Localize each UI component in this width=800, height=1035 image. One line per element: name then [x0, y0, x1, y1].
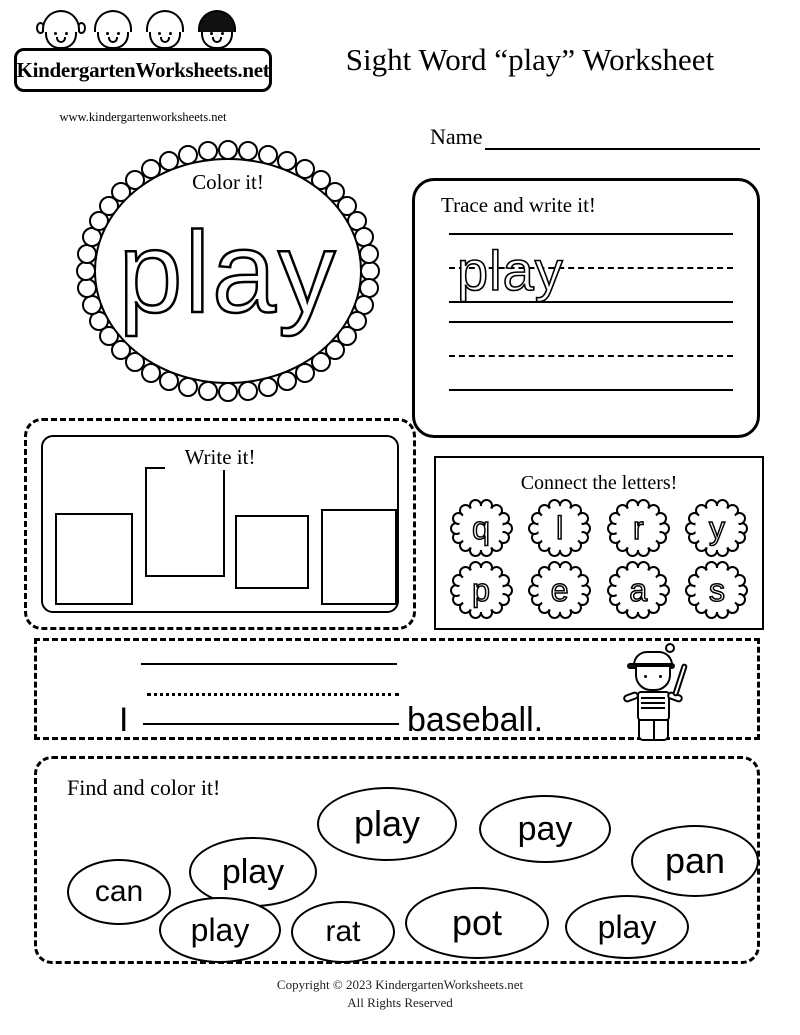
- find-and-color-section: [34, 756, 760, 964]
- color-it-section: [78, 142, 378, 400]
- color-it-label: Color it!: [192, 170, 264, 194]
- connect-letter-bottom-a[interactable]: [607, 562, 669, 618]
- connect-letter-top-l[interactable]: [529, 500, 591, 556]
- connect-letters-row-top: [450, 500, 748, 556]
- word-oval-play-4[interactable]: play: [565, 895, 689, 959]
- connect-letter-bottom-p[interactable]: [450, 562, 512, 618]
- word-oval-rat[interactable]: rat: [291, 901, 395, 963]
- flower-letter: r: [616, 506, 660, 550]
- flower-letter: y: [695, 506, 739, 550]
- logo-wordmark: [14, 48, 272, 92]
- connect-letter-top-r[interactable]: [607, 500, 669, 556]
- connect-letters-section: [434, 456, 764, 630]
- trace-word[interactable]: play: [457, 239, 564, 302]
- baseball-player-icon: [611, 645, 701, 743]
- connect-letters-label: Connect the letters!: [520, 472, 678, 494]
- trace-and-write-label: Trace and write it!: [441, 193, 596, 217]
- scallop-dot: [218, 382, 238, 402]
- flower-letter: s: [695, 568, 739, 612]
- connect-letter-top-y[interactable]: [686, 500, 748, 556]
- sentence-trace-dots[interactable]: [147, 693, 399, 696]
- write-it-box-1[interactable]: [55, 513, 133, 605]
- trace-rule-top-1: [449, 233, 733, 235]
- footer-copyright: Copyright © 2023 KindergartenWorksheets.net: [276, 977, 524, 992]
- write-it-section: [24, 418, 416, 630]
- flower-letter: p: [459, 568, 503, 612]
- color-it-word[interactable]: play: [118, 209, 338, 337]
- scallop-dot: [218, 140, 238, 160]
- site-url: www.kindergartenworksheets.net: [59, 110, 227, 124]
- sentence-word: baseball.: [407, 701, 544, 739]
- logo-text: KindergartenWorksheets.net: [16, 57, 270, 82]
- write-it-label: Write it!: [165, 445, 275, 470]
- name-row: [430, 124, 760, 150]
- sentence-write-line-bottom[interactable]: [143, 723, 399, 725]
- word-oval-play-1[interactable]: play: [189, 837, 317, 907]
- word-oval-play-2[interactable]: play: [317, 787, 457, 861]
- sentence-section: [34, 638, 760, 740]
- sentence-pronoun: I: [119, 701, 129, 739]
- footer-rights: All Rights Reserved: [347, 995, 453, 1010]
- flower-letter: e: [538, 568, 582, 612]
- connect-letter-bottom-s[interactable]: [686, 562, 748, 618]
- name-label: Name: [430, 124, 483, 149]
- connect-letter-top-q[interactable]: [450, 500, 512, 556]
- footer: [0, 976, 800, 1012]
- flower-letter: q: [459, 506, 503, 550]
- word-oval-pan[interactable]: pan: [631, 825, 759, 897]
- trace-and-write-section: [412, 178, 760, 438]
- connect-letters-row-bottom: [450, 562, 748, 618]
- site-logo: [14, 8, 272, 108]
- name-input-line[interactable]: [485, 130, 760, 150]
- connect-letter-bottom-e[interactable]: [529, 562, 591, 618]
- write-it-box-3[interactable]: [235, 515, 309, 589]
- page-title: Sight Word “play” Worksheet: [345, 42, 715, 77]
- write-it-box-4[interactable]: [321, 509, 397, 605]
- flower-letter: l: [538, 506, 582, 550]
- word-oval-play-3[interactable]: play: [159, 897, 281, 963]
- scallop-dot: [198, 381, 218, 401]
- trace-rule-mid-2[interactable]: [449, 355, 733, 357]
- trace-rule-bot-2[interactable]: [449, 389, 733, 391]
- flower-letter: a: [616, 568, 660, 612]
- find-and-color-label: Find and color it!: [67, 775, 221, 800]
- sentence-write-line-top[interactable]: [141, 663, 397, 665]
- trace-rule-top-2: [449, 321, 733, 323]
- word-oval-pay[interactable]: pay: [479, 795, 611, 863]
- word-oval-can[interactable]: can: [67, 859, 171, 925]
- word-oval-pot[interactable]: pot: [405, 887, 549, 959]
- write-it-box-2[interactable]: [145, 467, 225, 577]
- scallop-dot: [238, 381, 258, 401]
